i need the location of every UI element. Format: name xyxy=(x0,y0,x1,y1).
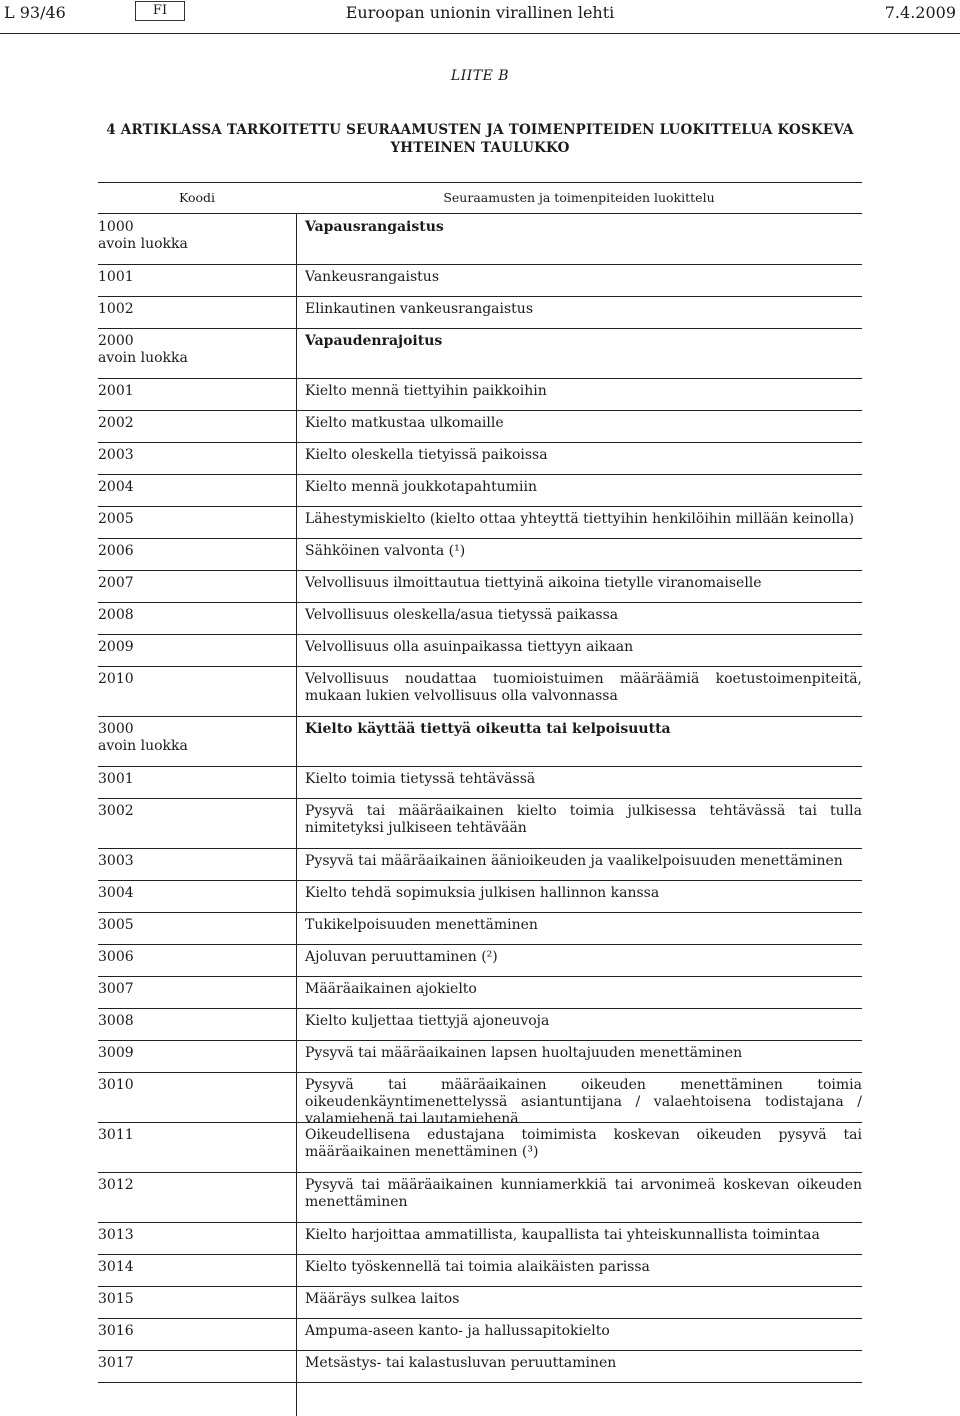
table-row xyxy=(98,378,862,411)
row-code: 3000 avoin luokka xyxy=(98,721,188,754)
row-code: 3013 xyxy=(98,1227,134,1243)
table-row xyxy=(98,1072,862,1127)
table-row xyxy=(98,1286,862,1319)
row-code: 2001 xyxy=(98,383,134,399)
table-title: 4 ARTIKLASSA TARKOITETTU SEURAAMUSTEN JA TOIMENPITEIDEN LUOKITTELUA KOSKEVA YHTEINEN TAULUKKO xyxy=(106,122,854,156)
row-description: Velvollisuus olla asuinpaikassa tiettyyn aikaan xyxy=(305,639,634,655)
row-code: 2002 xyxy=(98,415,134,431)
row-description: Velvollisuus noudattaa tuomioistuimen määräämiä koetustoimenpiteitä, mukaan lukien velvollisuus olla valvonnassa xyxy=(305,671,862,704)
table-row xyxy=(98,766,862,799)
row-description: Metsästys- tai kalastusluvan peruuttaminen xyxy=(305,1355,617,1371)
row-code: 3012 xyxy=(98,1177,134,1193)
row-description: Velvollisuus ilmoittautua tiettyinä aikoina tietylle viranomaiselle xyxy=(305,575,762,591)
row-description: Kielto tehdä sopimuksia julkisen hallinnon kanssa xyxy=(305,885,660,901)
table-row xyxy=(98,570,862,603)
row-description: Kielto oleskella tietyissä paikoissa xyxy=(305,447,548,463)
row-description: Kielto toimia tietyssä tehtävässä xyxy=(305,771,536,787)
row-code: 3001 xyxy=(98,771,134,787)
row-code: 3014 xyxy=(98,1259,134,1275)
row-description: Pysyvä tai määräaikainen kunniamerkkiä tai arvonimeä koskevan oikeuden menettäminen xyxy=(305,1177,862,1210)
row-description: Oikeudellisena edustajana toimimista koskevan oikeuden pysyvä tai määräaikainen menettäminen (³) xyxy=(305,1127,862,1160)
table-row xyxy=(98,1222,862,1255)
row-description: Pysyvä tai määräaikainen äänioikeuden ja vaalikelpoisuuden menettäminen xyxy=(305,853,843,869)
table-row xyxy=(98,506,862,539)
row-code: 2003 xyxy=(98,447,134,463)
row-description: Kielto mennä tiettyihin paikkoihin xyxy=(305,383,547,399)
row-description: Pysyvä tai määräaikainen oikeuden menettäminen toimia oikeudenkäyntimenettelyssä asiantuntijana / valaehtoisena todistajana / valamiehenä tai lautamiehenä xyxy=(305,1077,862,1127)
row-description: Kielto käyttää tiettyä oikeutta tai kelpoisuutta xyxy=(305,721,671,737)
row-code: 1000 avoin luokka xyxy=(98,219,188,252)
table-row xyxy=(98,1122,862,1173)
table-row xyxy=(98,602,862,635)
table-header xyxy=(98,183,862,214)
row-description: Ampuma-aseen kanto- ja hallussapitokielto xyxy=(305,1323,610,1339)
row-description: Ajoluvan peruuttaminen (²) xyxy=(305,949,498,965)
table-row xyxy=(98,1254,862,1287)
table-row xyxy=(98,1172,862,1223)
table-row xyxy=(98,976,862,1009)
row-description: Elinkautinen vankeusrangaistus xyxy=(305,301,534,317)
table-row xyxy=(98,328,862,379)
row-description: Määräaikainen ajokielto xyxy=(305,981,477,997)
table-row xyxy=(98,1040,862,1073)
table-row xyxy=(98,912,862,945)
table-row xyxy=(98,944,862,977)
row-description: Kielto harjoittaa ammatillista, kaupallista tai yhteiskunnallista toimintaa xyxy=(305,1227,820,1243)
row-description: Määräys sulkea laitos xyxy=(305,1291,460,1307)
table-row xyxy=(98,1350,862,1383)
table-row xyxy=(98,410,862,443)
annex-title: LIITE B xyxy=(450,68,510,84)
row-code: 3003 xyxy=(98,853,134,869)
column-header-code: Koodi xyxy=(178,190,216,205)
table-row xyxy=(98,538,862,571)
page-header xyxy=(0,0,960,34)
table-row xyxy=(98,1318,862,1351)
row-code: 1002 xyxy=(98,301,134,317)
row-code: 2007 xyxy=(98,575,134,591)
table-row xyxy=(98,264,862,297)
row-code: 3006 xyxy=(98,949,134,965)
row-description: Vapaudenrajoitus xyxy=(305,333,443,349)
row-code: 3016 xyxy=(98,1323,134,1339)
row-code: 3015 xyxy=(98,1291,134,1307)
row-code: 3010 xyxy=(98,1077,134,1093)
table-row xyxy=(98,716,862,767)
table-row xyxy=(98,1008,862,1041)
row-code: 2005 xyxy=(98,511,134,527)
row-code: 1001 xyxy=(98,269,134,285)
table-row xyxy=(98,880,862,913)
row-code: 2010 xyxy=(98,671,134,687)
row-description: Lähestymiskielto (kielto ottaa yhteyttä tiettyihin henkilöihin millään keinolla) xyxy=(305,511,855,527)
table-row xyxy=(98,798,862,849)
row-code: 3007 xyxy=(98,981,134,997)
row-code: 3004 xyxy=(98,885,134,901)
row-code: 3008 xyxy=(98,1013,134,1029)
row-code: 2009 xyxy=(98,639,134,655)
row-description: Vapausrangaistus xyxy=(305,219,444,235)
table-row xyxy=(98,634,862,667)
row-code: 3011 xyxy=(98,1127,134,1143)
table-row xyxy=(98,214,862,265)
row-description: Sähköinen valvonta (¹) xyxy=(305,543,466,559)
row-description: Pysyvä tai määräaikainen kielto toimia julkisessa tehtävässä tai tulla nimitetyksi julkiseen tehtävään xyxy=(305,803,862,836)
row-description: Kielto kuljettaa tiettyjä ajoneuvoja xyxy=(305,1013,550,1029)
row-code: 2008 xyxy=(98,607,134,623)
classification-table xyxy=(98,182,862,1416)
table-row xyxy=(98,442,862,475)
table-row xyxy=(98,666,862,717)
column-header-description: Seuraamusten ja toimenpiteiden luokittelu xyxy=(443,190,715,205)
row-code: 2004 xyxy=(98,479,134,495)
language-badge: FI xyxy=(135,1,185,21)
journal-title: Euroopan unionin virallinen lehti xyxy=(345,3,615,22)
row-code: 2000 avoin luokka xyxy=(98,333,188,366)
row-description: Kielto matkustaa ulkomaille xyxy=(305,415,504,431)
row-description: Tukikelpoisuuden menettäminen xyxy=(305,917,538,933)
row-description: Velvollisuus oleskella/asua tietyssä paikassa xyxy=(305,607,619,623)
row-code: 3017 xyxy=(98,1355,134,1371)
table-row xyxy=(98,296,862,329)
row-description: Kielto mennä joukkotapahtumiin xyxy=(305,479,537,495)
row-code: 2006 xyxy=(98,543,134,559)
publication-date: 7.4.2009 xyxy=(884,3,956,22)
row-description: Pysyvä tai määräaikainen lapsen huoltajuuden menettäminen xyxy=(305,1045,743,1061)
row-description: Kielto työskennellä tai toimia alaikäisten parissa xyxy=(305,1259,650,1275)
table-row xyxy=(98,848,862,881)
row-code: 3002 xyxy=(98,803,134,819)
table-row xyxy=(98,474,862,507)
row-code: 3005 xyxy=(98,917,134,933)
row-code: 3009 xyxy=(98,1045,134,1061)
table-body xyxy=(98,214,862,1416)
page-reference: L 93/46 xyxy=(4,3,66,22)
row-description: Vankeusrangaistus xyxy=(305,269,440,285)
